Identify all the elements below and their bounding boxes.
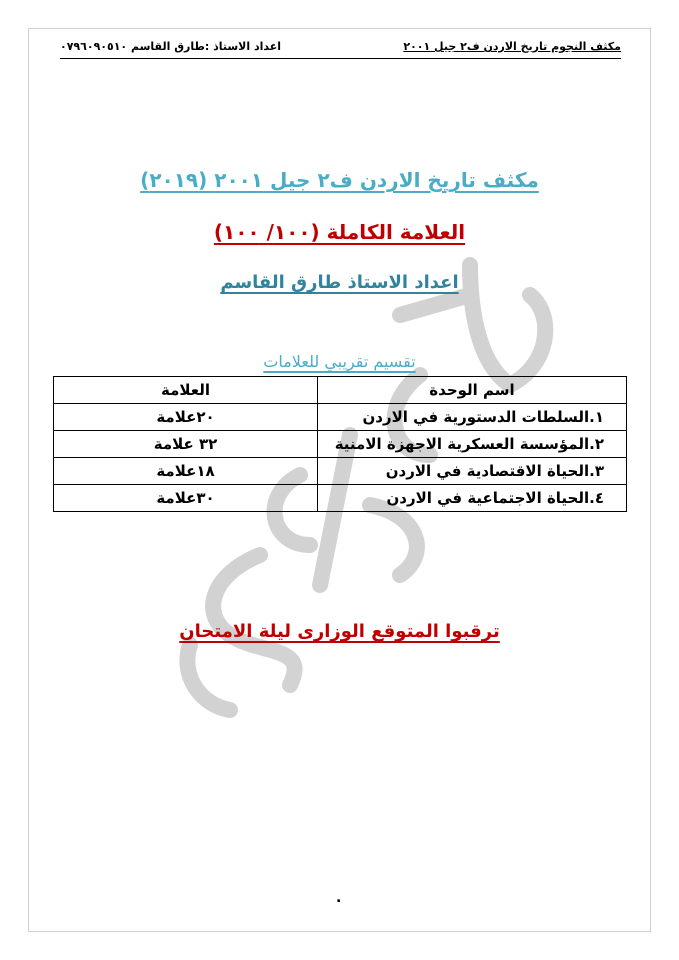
header-title: مكثف النجوم تاريخ الاردن ف٢ جيل ٢٠٠١ (403, 40, 621, 53)
page-header (60, 36, 621, 59)
mark-cell: ٣٠علامة (54, 485, 318, 512)
mark-cell: ١٨علامة (54, 458, 318, 485)
author-title: اعداد الاستاذ طارق القاسم (220, 272, 459, 293)
table-row (54, 458, 627, 485)
exam-note: ترقبوا المتوقع الوزارى ليلة الامتحان (179, 621, 500, 642)
table-header-row (54, 377, 627, 404)
table-row (54, 431, 627, 458)
grades-table (53, 376, 627, 512)
footer-dot: . (336, 890, 342, 906)
unit-cell: ٤.الحياة الاجتماعية في الاردن (318, 485, 627, 512)
distribution-title: تقسيم تقريبي للعلامات (263, 352, 416, 371)
column-header-unit: اسم الوحدة (318, 377, 627, 404)
full-mark-title: العلامة الكاملة (١٠٠/ ١٠٠) (213, 220, 466, 244)
header-author-phone: اعداد الاستاذ :طارق القاسم ٠٧٩٦٠٩٠٥١٠ (60, 40, 282, 53)
unit-cell: ٣.الحياة الاقتصادية في الاردن (318, 458, 627, 485)
table-row (54, 485, 627, 512)
mark-cell: ٣٢ علامة (54, 431, 318, 458)
mark-cell: ٢٠علامة (54, 404, 318, 431)
unit-cell: ٢.المؤسسة العسكرية الاجهزة الامنية (318, 431, 627, 458)
table-row (54, 404, 627, 431)
main-title: مكثف تاريخ الاردن ف٢ جيل ٢٠٠١ (٢٠١٩) (140, 168, 539, 192)
column-header-mark: العلامة (54, 377, 318, 404)
unit-cell: ١.السلطات الدستورية في الاردن (318, 404, 627, 431)
